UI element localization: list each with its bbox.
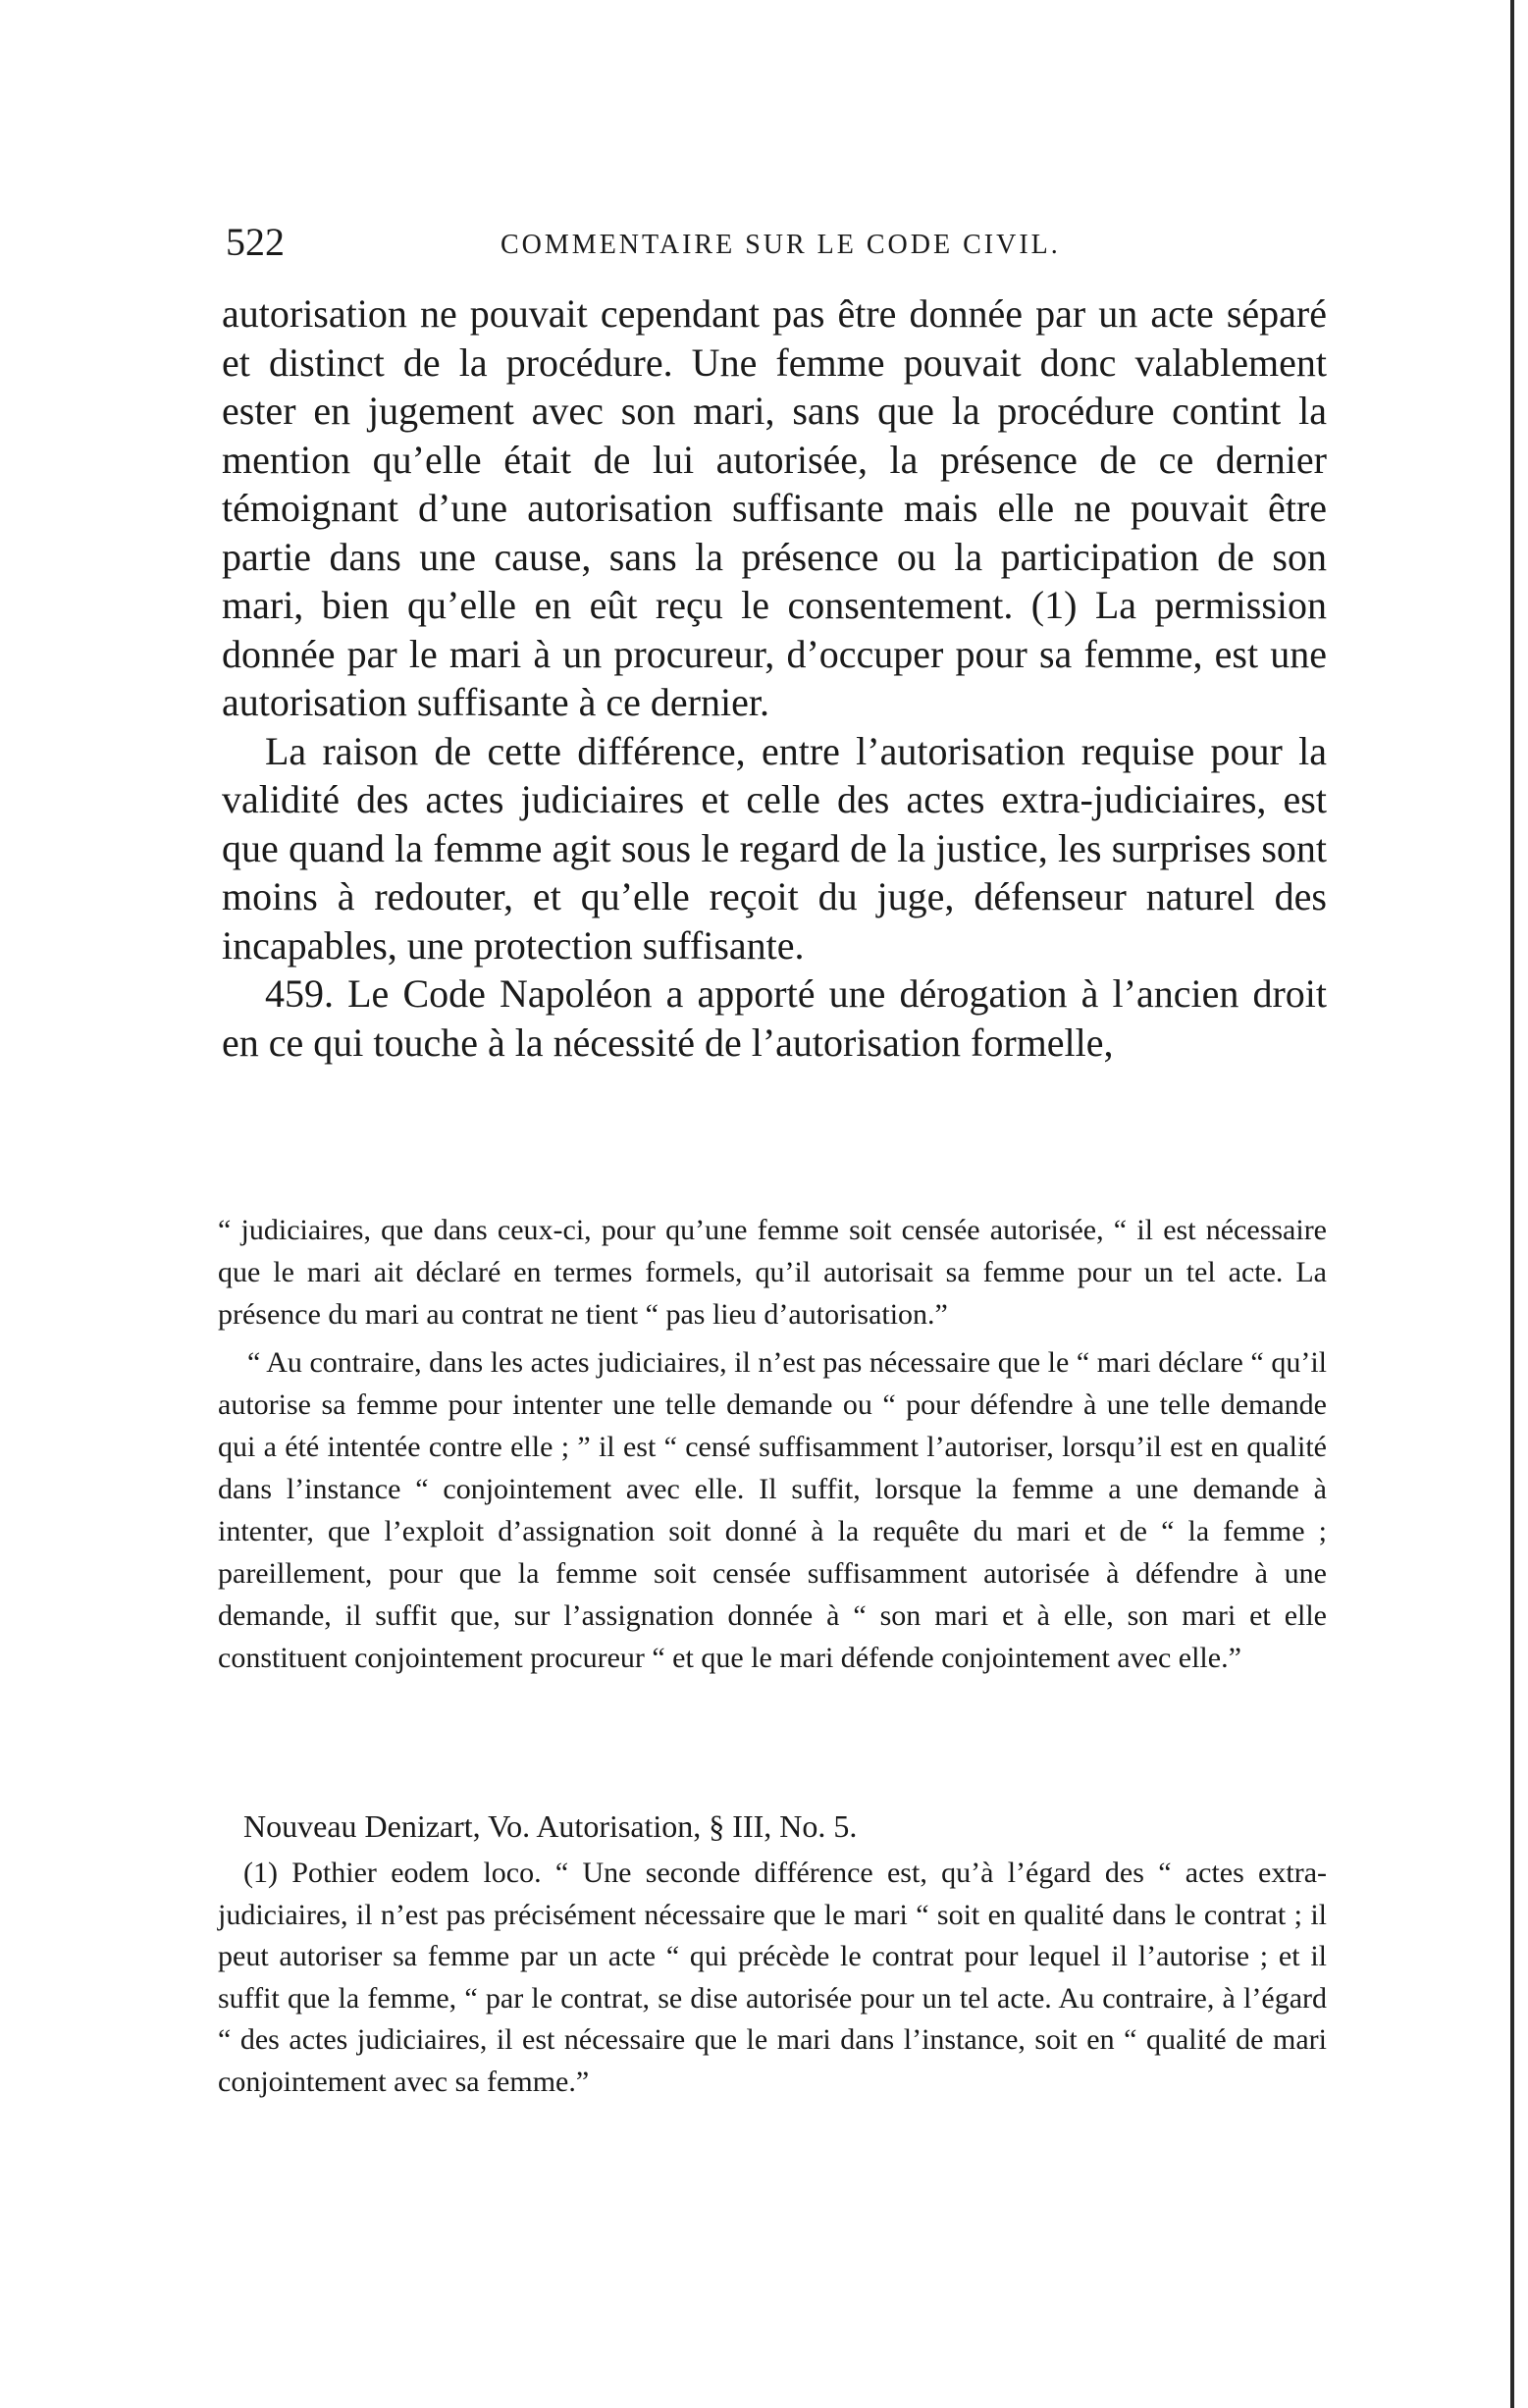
paragraph-459: 459. Le Code Napoléon a apporté une dérogation à l’ancien droit en ce qui touche à la nécessité de l’autorisation formelle, — [222, 971, 1327, 1065]
page-header — [226, 218, 1335, 267]
page-edge-border — [1510, 0, 1514, 2408]
footnote — [218, 1853, 1327, 2103]
running-title: COMMENTAIRE SUR LE CODE CIVIL. — [501, 230, 1061, 260]
footnote-1: (1) Pothier eodem loco. “ Une seconde différence est, qu’à l’égard des “ actes extra-judiciaires, il n’est pas précisément nécessaire que le mari “ soit en qualité dans le contrat ; il peut autoriser sa femme par un acte “ qui précède le contrat pour lequel il l’autorise ; et il suffit que la femme, “ par le contrat, se dise autorisée pour un tel acte. Au contraire, à l’égard “ des actes judiciaires, il est nécessaire que le mari dans l’instance, soit en “ qualité de mari conjointement avec sa femme.” — [218, 1857, 1327, 2098]
paragraph-difference: La raison de cette différence, entre l’autorisation requise pour la validité des actes judiciaires et celle des actes extra-judiciaires, est que quand la femme agit sous le regard de la justice, les surprises sont moins à redouter, et qu’elle reçoit du juge, défenseur naturel des incapables, une protection suffisante. — [222, 728, 1327, 968]
quote-paragraph-2: “ Au contraire, dans les actes judiciaires, il n’est pas nécessaire que le “ mari déclare “ qu’il autorise sa femme pour intenter une telle demande ou “ pour défendre à une telle demande qui a été intentée contre elle ; ” il est “ censé suffisamment l’autoriser, lorsqu’il est en qualité dans l’instance “ conjointement avec elle. Il suffit, lorsque la femme a une demande à intenter, que l’exploit d’assignation soit donné à la requête du mari et de “ la femme ; pareillement, pour que la femme soit censée suffisamment autorisée à défendre à une demande, il suffit que, sur l’assignation donnée à “ son mari et à elle, son mari et elle constituent conjointement procureur “ et que le mari défende conjointement avec elle.” — [218, 1346, 1327, 1674]
main-text — [222, 289, 1327, 1067]
paragraph-continuation: autorisation ne pouvait cependant pas être donnée par un acte séparé et distinct de la procédure. Une femme pouvait donc valablement ester en jugement avec son mari, sans que la procédure contint la mention qu’elle était de lui autorisée, la présence de ce dernier témoignant d’une autorisation suffisante mais elle ne pouvait être partie dans une cause, sans la présence ou la participation de son mari, bien qu’elle en eût reçu le consentement. (1) La permission donnée par le mari à un procureur, d’occuper pour sa femme, est une autorisation suffisante à ce dernier. — [222, 291, 1327, 724]
quote-paragraph-1: “ judiciaires, que dans ceux-ci, pour qu’une femme soit censée autorisée, “ il est nécessaire que le mari ait déclaré en termes formels, qu’il autorisait sa femme pour un tel acte. La présence du mari au contrat ne tient “ pas lieu d’autorisation.” — [218, 1214, 1327, 1331]
quotation-block — [218, 1209, 1327, 1679]
page-number: 522 — [226, 220, 285, 264]
citation-source: Nouveau Denizart, Vo. Autorisation, § III, No. 5. — [243, 1808, 858, 1844]
